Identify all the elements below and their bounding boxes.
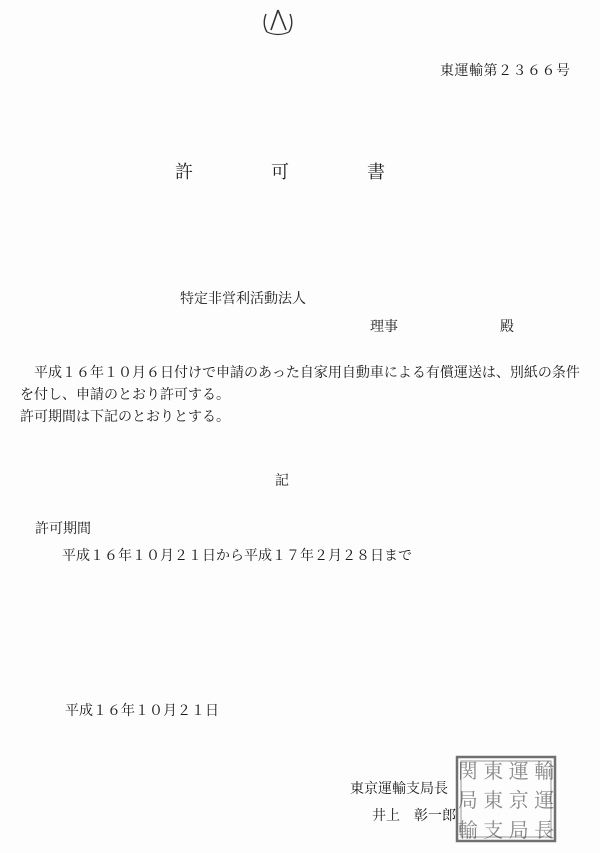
seal-lettering (455, 755, 557, 843)
permit-period-label: 許可期間 (35, 521, 91, 537)
seal-char: 輸 (534, 759, 555, 784)
seal-char: 局 (457, 788, 478, 813)
seal-char: 運 (534, 788, 555, 813)
permit-body (20, 362, 585, 428)
addressee-organization: 特定非営利活動法人 (180, 291, 306, 307)
seal-char: 局 (508, 817, 529, 842)
issuer-office: 東京運輸支局長 (350, 781, 448, 797)
document-title (175, 158, 385, 184)
seal-char: 関 (457, 759, 478, 784)
addressee-role: 理事 (370, 319, 398, 335)
issuer-name: 井上 彰一郎 (372, 808, 456, 824)
title-char-1: 許 (175, 162, 193, 183)
issue-date: 平成１６年１０月２１日 (65, 703, 219, 719)
title-char-2: 可 (271, 162, 289, 183)
seal-char: 東 (483, 759, 504, 784)
seal-char: 東 (483, 788, 504, 813)
period-statement: 許可期間は下記のとおりとする。 (20, 409, 230, 425)
permit-statement: 平成１６年１０月６日付けで申請のあった自家用自動車による有償運送は、別紙の条件を付し、申請のとおり許可する。 (20, 365, 580, 403)
seal-char: 輸 (457, 817, 478, 842)
seal-char: 支 (483, 817, 504, 842)
seal-char: 長 (534, 817, 555, 842)
official-seal-icon (455, 755, 557, 843)
addressee-honorific: 殿 (500, 319, 514, 335)
circled-mark-icon (258, 4, 298, 38)
document-number: 東運輸第２３６６号 (440, 63, 571, 79)
record-heading: 記 (275, 473, 289, 489)
permit-period-value: 平成１６年１０月２１日から平成１７年２月２８日まで (62, 548, 412, 564)
seal-char: 運 (508, 759, 529, 784)
seal-char: 京 (508, 788, 529, 813)
title-char-3: 書 (367, 162, 385, 183)
